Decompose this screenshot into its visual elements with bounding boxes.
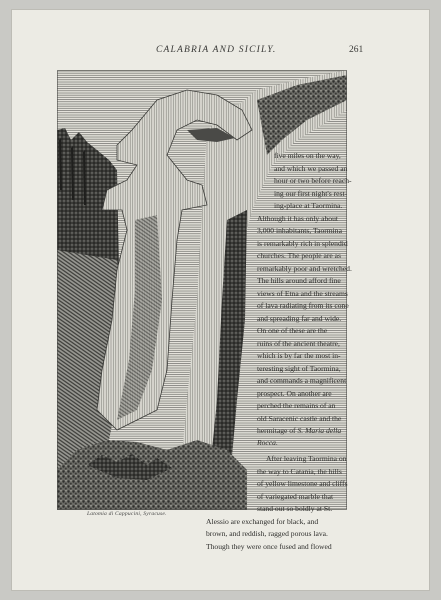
text-line: and commands a magnificent xyxy=(257,376,347,385)
text-line: the way to Catania, the hills xyxy=(257,467,342,476)
text-line: of lava radiating from its cone xyxy=(257,301,349,310)
text-line: ing-place at Taormina. xyxy=(274,201,343,210)
illustration-caption: Latomia di Cappucini, Syracuse. xyxy=(87,511,167,517)
running-head-title: CALABRIA AND SICILY. xyxy=(156,45,277,55)
text-line: five miles on the way, xyxy=(274,151,341,160)
text-line: which is by far the most in- xyxy=(257,351,341,360)
text-line: brown, and reddish, ragged porous lava. xyxy=(206,529,328,538)
text-line: ruins of the ancient theatre, xyxy=(257,339,340,348)
text-line: and spreading far and wide. xyxy=(257,314,342,323)
text-line: teresting sight of Taormina, xyxy=(257,364,341,373)
text-line: Alessio are exchanged for black, and xyxy=(206,517,319,526)
italic-text-span: S. Maria della xyxy=(297,426,342,435)
text-line: hour or two before reach- xyxy=(274,176,352,185)
text-line: perched the remains of an xyxy=(257,401,336,410)
text-line: of variegated marble that xyxy=(257,492,334,501)
text-line: prospect. On another are xyxy=(257,389,332,398)
text-line: 3,000 inhabitants, Taormina xyxy=(257,226,342,235)
text-line: of yellow limestone and cliffs xyxy=(257,479,348,488)
text-line: old Saracenic castle and the xyxy=(257,414,342,423)
text-line: is remarkably rich in splendid xyxy=(257,239,348,248)
text-line: churches. The people are as xyxy=(257,251,341,260)
text-line: After leaving Taormina on xyxy=(266,454,347,463)
text-line: On one of these are the xyxy=(257,326,328,335)
text-line: and which we passed an xyxy=(274,164,348,173)
running-head xyxy=(0,45,441,59)
text-line: The hills around afford fine xyxy=(257,276,341,285)
text-line: ing our first night's rest- xyxy=(274,189,348,198)
text-line: Although it has only about xyxy=(257,214,338,223)
text-span: hermitage of xyxy=(257,426,296,435)
text-line: Rocca. xyxy=(257,438,278,447)
text-line xyxy=(257,426,341,436)
text-line: remarkably poor and wretched. xyxy=(257,264,352,273)
text-line: views of Etna and the streams xyxy=(257,289,348,298)
text-line: stand out so boldly at St. xyxy=(257,504,333,513)
page-number: 261 xyxy=(349,45,364,55)
text-line: Though they were once fused and flowed xyxy=(206,542,332,551)
